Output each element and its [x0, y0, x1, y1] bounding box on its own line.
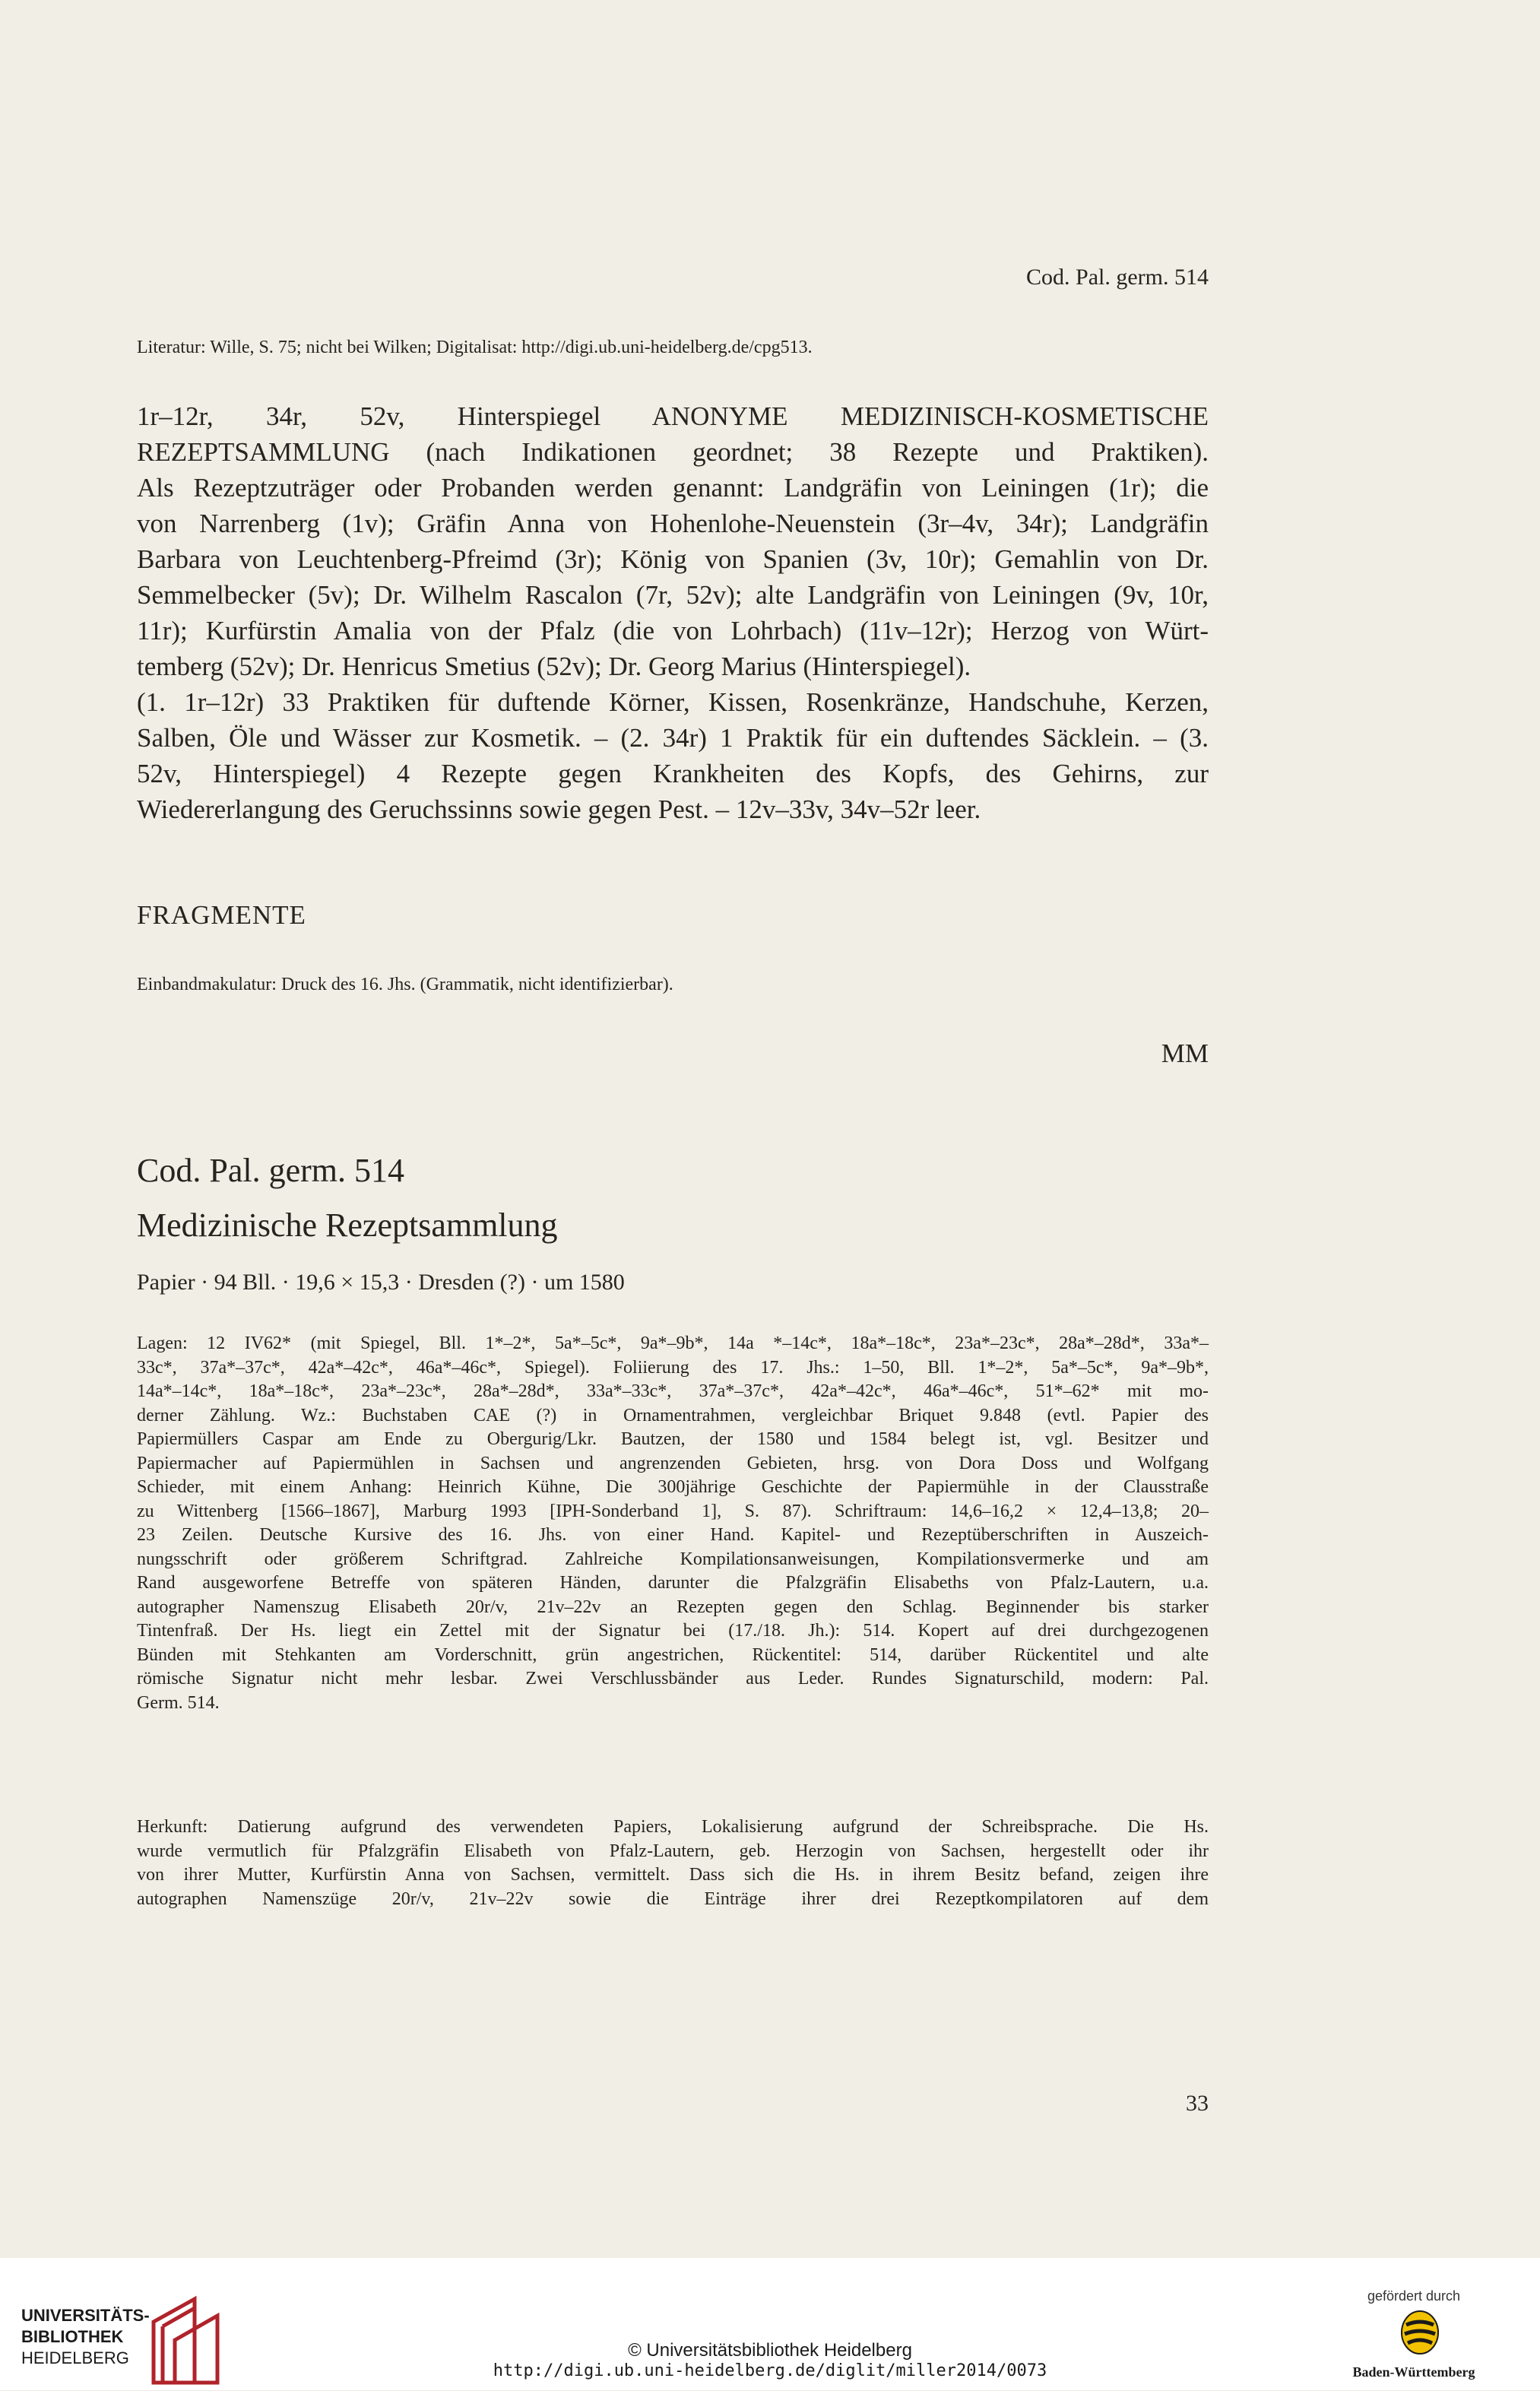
text-line: 11r); Kurfürstin Amalia von der Pfalz (die von Lohrbach) (11v–12r); Herzog von Würt-: [137, 616, 1209, 645]
text-line: von Narrenberg (1v); Gräfin Anna von Hohenlohe-Neuenstein (3r–4v, 34r); Landgräfin: [137, 509, 1209, 538]
text-line: REZEPTSAMMLUNG (nach Indikationen geordnet; 38 Rezepte und Praktiken).: [137, 437, 1209, 467]
text-line: Bünden mit Stehkanten am Vorderschnitt, grün angestrichen, Rückentitel: 514, darüber Rückentitel und alte: [137, 1644, 1209, 1665]
text-line: Semmelbecker (5v); Dr. Wilhelm Rascalon (7r, 52v); alte Landgräfin von Leiningen (9v, 10r,: [137, 580, 1209, 610]
text-line: wurde vermutlich für Pfalzgräfin Elisabeth von Pfalz-Lautern, geb. Herzogin von Sachsen, hergestellt oder ihr: [137, 1841, 1209, 1861]
text-line: Papiermüllers Caspar am Ende zu Obergurig/Lkr. Bautzen, der 1580 und 1584 belegt ist, vgl. Besitzer und: [137, 1429, 1209, 1449]
codex-meta: Papier · 94 Bll. · 19,6 × 15,3 · Dresden (?) · um 1580: [137, 1270, 625, 1295]
library-name-line: UNIVERSITÄTS-: [21, 2306, 150, 2325]
fragmente-text: Einbandmakulatur: Druck des 16. Jhs. (Grammatik, nicht identifizierbar).: [137, 975, 673, 994]
codex-herkunft: [137, 1815, 1209, 1911]
codex-shelfmark: Cod. Pal. germ. 514: [137, 1152, 404, 1189]
text-line: 52v, Hinterspiegel) 4 Rezepte gegen Krankheiten des Kopfs, des Gehirns, zur: [137, 759, 1209, 788]
text-line: von ihrer Mutter, Kurfürstin Anna von Sachsen, vermittelt. Dass sich die Hs. in ihrem Besitz befand, zeigen ihre: [137, 1865, 1209, 1885]
permalink[interactable]: http://digi.ub.uni-heidelberg.de/diglit/miller2014/0073: [493, 2361, 1047, 2380]
text-line: (1. 1r–12r) 33 Praktiken für duftende Körner, Kissen, Rosenkränze, Handschuhe, Kerzen,: [137, 687, 1209, 717]
text-line: Als Rezeptzuträger oder Probanden werden genannt: Landgräfin von Leiningen (1r); die: [137, 473, 1209, 503]
fragmente-heading: FRAGMENTE: [137, 900, 306, 930]
running-title: Cod. Pal. germ. 514: [1026, 265, 1209, 290]
page-number: 33: [1186, 2091, 1209, 2116]
funded-by-label: gefördert durch: [1367, 2288, 1461, 2304]
text-line: temberg (52v); Dr. Henricus Smetius (52v); Dr. Georg Marius (Hinterspiegel).: [137, 652, 971, 681]
text-line: Barbara von Leuchtenberg-Pfreimd (3r); König von Spanien (3v, 10r); Gemahlin von Dr.: [137, 544, 1209, 574]
text-line: Papiermacher auf Papiermühlen in Sachsen und angrenzenden Gebieten, hrsg. von Dora Doss und Wolfgang: [137, 1453, 1209, 1473]
text-line: Wiedererlangung des Geruchssinns sowie gegen Pest. – 12v–33v, 34v–52r leer.: [137, 794, 981, 824]
text-line: Lagen: 12 IV62* (mit Spiegel, Bll. 1*–2*, 5a*–5c*, 9a*–9b*, 14a *–14c*, 18a*–18c*, 23a*–23c*, 28a*–28d*, 33a*–: [137, 1333, 1209, 1353]
text-line: 23 Zeilen. Deutsche Kursive des 16. Jhs. von einer Hand. Kapitel- und Rezeptüberschriften in Auszeich-: [137, 1525, 1209, 1545]
text-line: Tintenfraß. Der Hs. liegt ein Zettel mit der Signatur bei (17./18. Jh.): 514. Kopert auf drei durchgezogenen: [137, 1621, 1209, 1641]
text-line: Rand ausgeworfene Betreffe von späteren Händen, darunter die Pfalzgräfin Elisabeths von Pfalz-Lautern, u.a.: [137, 1573, 1209, 1593]
item-513-description: [137, 398, 1209, 827]
editor-initials: MM: [1161, 1039, 1209, 1068]
text-line: 33c*, 37a*–37c*, 42a*–42c*, 46a*–46c*, Spiegel). Foliierung des 17. Jhs.: 1–50, Bll. 1*–2*, 5a*–5c*, 9a*–9b*,: [137, 1357, 1209, 1378]
text-line: nungsschrift oder größerem Schriftgrad. Zahlreiche Kompilationsanweisungen, Kompilationsvermerke und am: [137, 1549, 1209, 1569]
library-name-line: BIBLIOTHEK: [21, 2327, 124, 2346]
codex-lagen-description: [137, 1332, 1209, 1715]
text-line: Herkunft: Datierung aufgrund des verwendeten Papiers, Lokalisierung aufgrund der Schreibsprache. Die Hs.: [137, 1817, 1209, 1837]
text-line: Schieder, mit einem Anhang: Heinrich Kühne, Die 300jährige Geschichte der Papiermühle in der Clausstraße: [137, 1477, 1209, 1497]
text-line: 14a*–14c*, 18a*–18c*, 23a*–23c*, 28a*–28d*, 33a*–33c*, 37a*–37c*, 42a*–42c*, 46a*–46c*, 51*–62* mit mo-: [137, 1381, 1209, 1401]
text-line: römische Signatur nicht mehr lesbar. Zwei Verschlussbänder aus Leder. Rundes Signaturschild, modern: Pal.: [137, 1669, 1209, 1689]
funder-name: Baden-Württemberg: [1352, 2364, 1475, 2380]
footer-bar: [0, 2258, 1540, 2390]
text-line: zu Wittenberg [1566–1867], Marburg 1993 [IPH-Sonderband 1], S. 87). Schriftraum: 14,6–16,2 × 12,4–13,8; 20–: [137, 1501, 1209, 1521]
text-line: derner Zählung. Wz.: Buchstaben CAE (?) in Ornamentrahmen, vergleichbar Briquet 9.848 (evtl. Papier des: [137, 1405, 1209, 1425]
text-line: autographen Namenszüge 20r/v, 21v–22v sowie die Einträge ihrer drei Rezeptkompilatoren auf dem: [137, 1888, 1209, 1909]
text-line: Salben, Öle und Wässer zur Kosmetik. – (2. 34r) 1 Praktik für ein duftendes Säcklein. – (3.: [137, 723, 1209, 753]
literature-line: Literatur: Wille, S. 75; nicht bei Wilken; Digitalisat: http://digi.ub.uni-heidelberg.de/cpg513.: [137, 338, 813, 357]
text-line: 1r–12r, 34r, 52v, Hinterspiegel ANONYME MEDIZINISCH-KOSMETISCHE: [137, 401, 1209, 431]
codex-title: Medizinische Rezeptsammlung: [137, 1207, 558, 1244]
bw-coat-of-arms-icon: [1396, 2308, 1444, 2361]
text-line: Germ. 514.: [137, 1692, 220, 1713]
library-name-line: HEIDELBERG: [21, 2348, 129, 2367]
text-line: autographer Namenszug Elisabeth 20r/v, 21v–22v an Rezepten gegen den Schlag. Beginnender bis starker: [137, 1597, 1209, 1617]
copyright-line: © Universitätsbibliothek Heidelberg: [628, 2340, 912, 2361]
